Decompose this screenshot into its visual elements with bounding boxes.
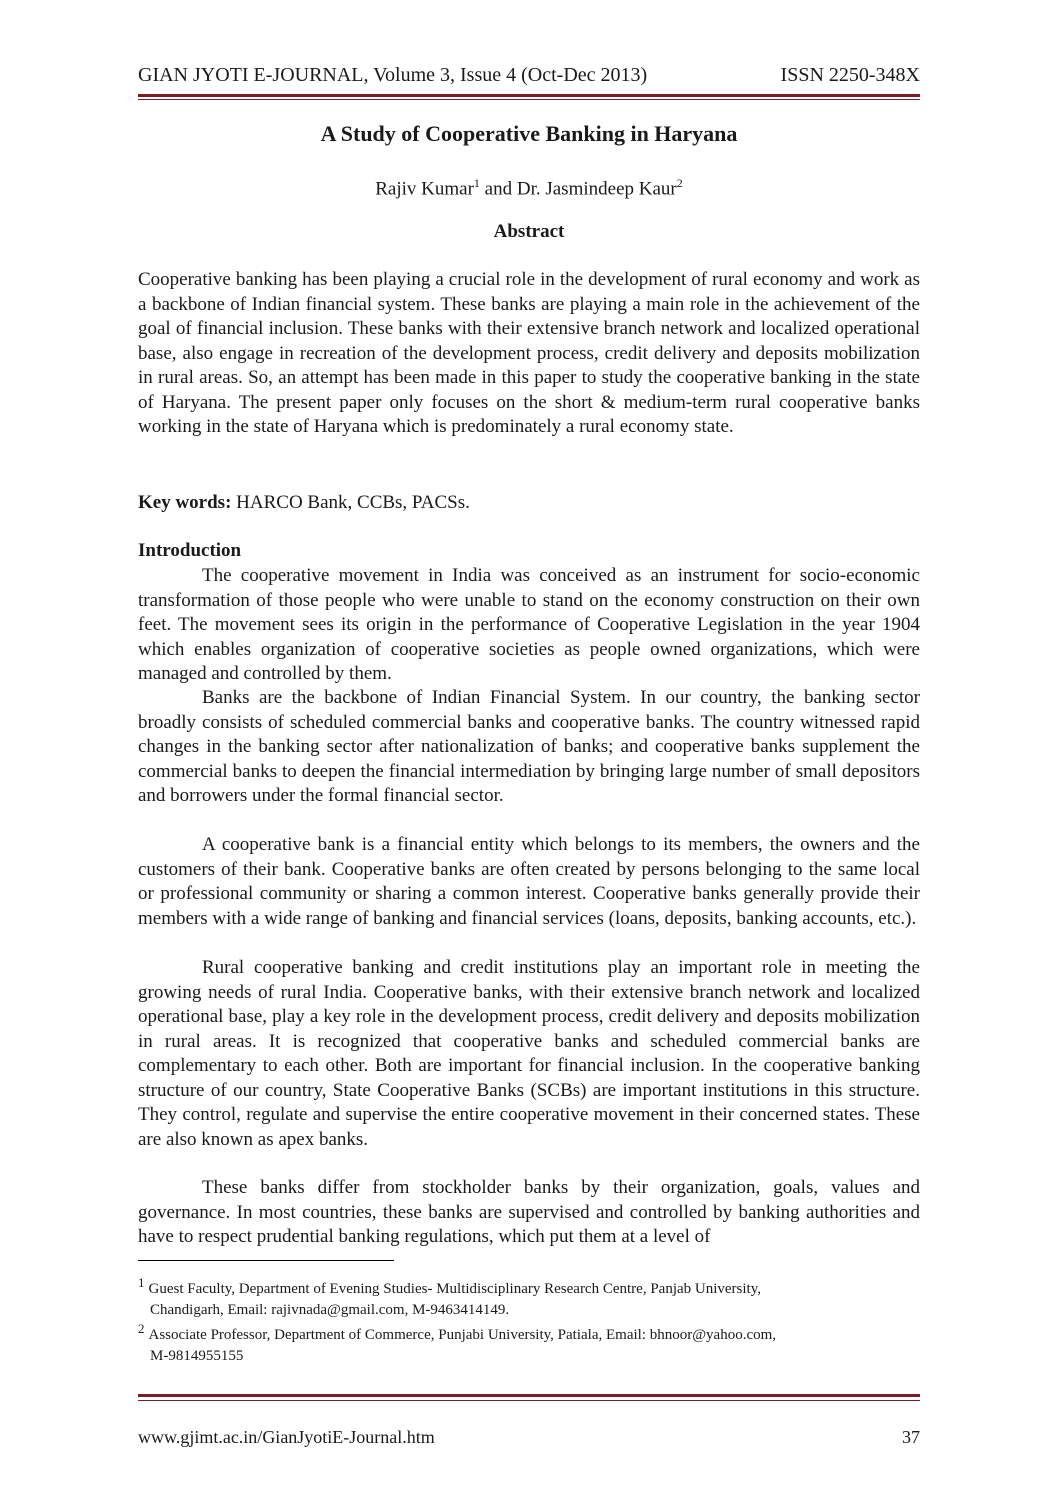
running-footer [138,1424,920,1450]
intro-paragraph-4: Rural cooperative banking and credit institutions play an important role in meeting the growing needs of rural India. Cooperative banks, with their extensive branch network and localized operational base, play a key role in the development process, credit delivery and deposits mobilization in rural areas. It is recognized that cooperative banks and scheduled commercial banks are complementary to each other. Both are important for financial inclusion. In the cooperative banking structure of our country, State Cooperative Banks (SCBs) are important institutions in this structure. They control, regulate and supervise the entire cooperative movement in their concerned states. These are also known as apex banks. [138,957,920,1150]
footnote-2-line-1: Associate Professor, Department of Commerce, Punjabi University, Patiala, Email: bhnoor@yahoo.com, [148,1327,777,1343]
author-1: Rajiv Kumar [375,178,474,200]
author-2: Dr. Jasmindeep Kaur [516,178,677,200]
header-rule-thin [138,99,920,100]
issn-label: ISSN 2250-348X [780,64,920,86]
footer-rule-thick [138,1394,920,1397]
introduction-heading: Introduction [138,540,242,561]
author-2-superscript: 2 [676,176,683,190]
footnote-2-line-2: M-9814955155 [150,1348,244,1364]
author-line [138,170,920,202]
keywords-value: HARCO Bank, CCBs, PACSs. [231,492,470,513]
journal-citation: GIAN JYOTI E-JOURNAL, Volume 3, Issue 4 (Oct-Dec 2013) [138,64,648,86]
intro-paragraph-5: These banks differ from stockholder banks by their organization, goals, values and governance. In most countries, these banks are supervised and controlled by banking authorities and have to respect prudential banking regulations, which put them at a level of [138,1177,920,1247]
paper-title: A Study of Cooperative Banking in Haryana [320,121,738,146]
intro-paragraph-1: The cooperative movement in India was conceived as an instrument for socio-economic transformation of those people who were unable to stand on the economy construction on their own feet. The movement sees its origin in the performance of Cooperative Legislation in the year 1904 which enables organization of cooperative societies as people owned organizations, which were managed and controlled by them. [138,565,920,684]
author-1-superscript: 1 [473,176,480,190]
abstract-heading: Abstract [493,221,565,242]
keywords [138,490,920,516]
footnote-1-line-2: Chandigarh, Email: rajivnada@gmail.com, M-9463414149. [150,1302,510,1318]
abstract-text: Cooperative banking has been playing a crucial role in the development of rural economy and work as a backbone of Indian financial system. These banks are playing a main role in the achievement of the goal of financial inclusion. These banks with their extensive branch network and localized operational base, also engage in recreation of the development process, credit delivery and deposits mobilization in rural areas. So, an attempt has been made in this paper to study the cooperative banking in the state of Haryana. The present paper only focuses on the short & medium-term rural cooperative banks working in the state of Haryana which is predominately a rural economy state. [138,269,920,437]
author-connector: and [479,178,517,200]
footnote-1 [138,1272,920,1321]
footer-rule-thin [138,1400,920,1401]
intro-paragraph-3: A cooperative bank is a financial entity which belongs to its members, the owners and the customers of their bank. Cooperative banks are often created by persons belonging to the same local or professional community or sharing a common interest. Cooperative banks generally provide their members with a wide range of banking and financial services (loans, deposits, banking accounts, etc.). [138,834,920,929]
keywords-label: Key words: [138,492,232,513]
footnote-1-line-1: Guest Faculty, Department of Evening Studies- Multidisciplinary Research Centre, Panjab University, [148,1281,762,1297]
footnote-2-mark: 2 [138,1321,145,1336]
journal-url[interactable]: www.gjimt.ac.in/GianJyotiE-Journal.htm [138,1427,435,1447]
intro-paragraph-2: Banks are the backbone of Indian Financial System. In our country, the banking sector broadly consists of scheduled commercial banks and cooperative banks. The country witnessed rapid changes in the banking sector after nationalization of banks; and cooperative banks supplement the commercial banks to deepen the financial intermediation by bringing large number of small depositors and borrowers under the formal financial sector. [138,687,920,806]
header-rule-thick [138,94,920,97]
page-number: 37 [902,1427,920,1447]
footnote-1-mark: 1 [138,1275,145,1290]
footnote-2 [138,1318,920,1367]
running-header [138,62,920,88]
footnote-separator [138,1260,394,1261]
